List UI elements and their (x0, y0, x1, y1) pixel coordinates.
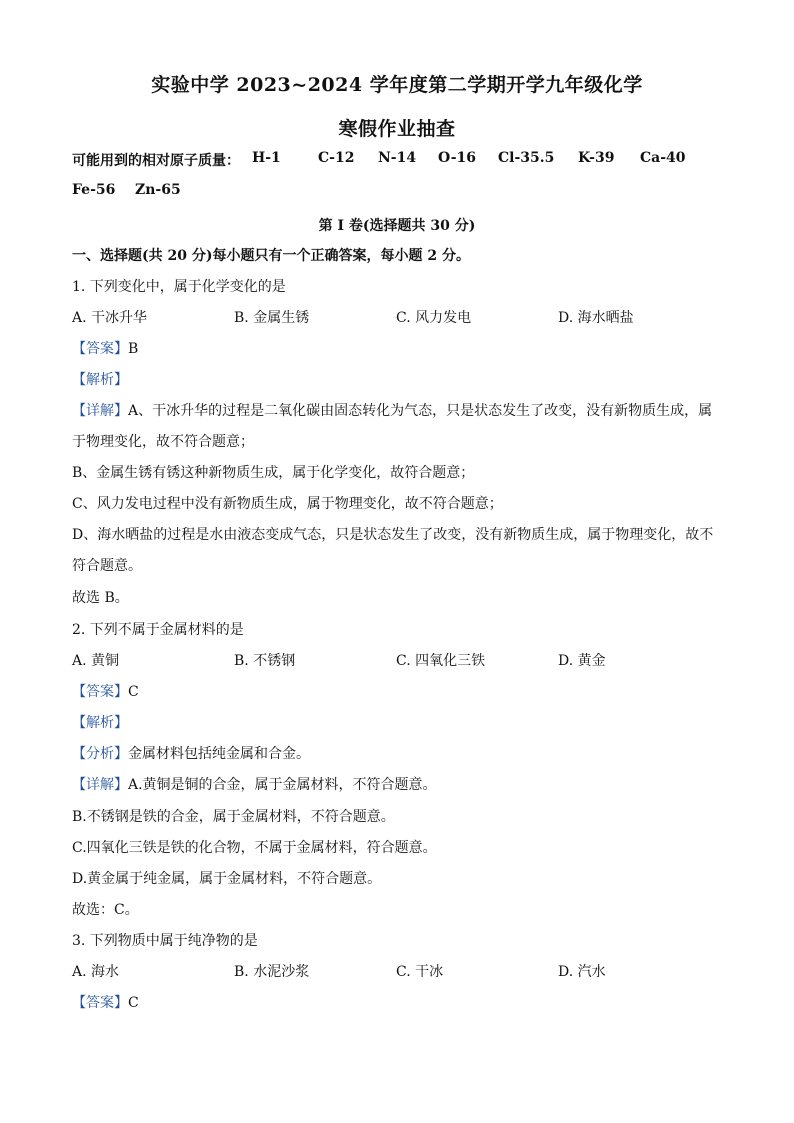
option-c: C. 风力发电 (396, 310, 472, 326)
option-a: A. 干冰升华 (72, 310, 148, 326)
page-subtitle: 寒假作业抽查 (338, 118, 456, 140)
option-b: B. 水泥沙浆 (234, 964, 310, 980)
option-d: D. 黄金 (558, 653, 606, 669)
atomic-mass-item: Cl-35.5 (498, 150, 555, 166)
answer-tag: 【答案】 (72, 684, 128, 700)
answer-value: C (128, 684, 139, 700)
conclusion: 故选：C。 (72, 902, 139, 918)
option-b: B. 不锈钢 (234, 653, 296, 669)
option-a: A. 黄铜 (72, 653, 120, 669)
option-d: D. 汽水 (558, 964, 606, 980)
atomic-mass-item: Fe-56 (72, 182, 116, 198)
analysis-text: 金属材料包括纯金属和合金。 (128, 746, 310, 762)
atomic-mass-label: 可能用到的相对原子质量： (72, 153, 240, 169)
option-b: B. 金属生锈 (234, 310, 310, 326)
analysis-tag: 【解析】 (72, 372, 128, 388)
detail-tag: 【详解】 (72, 777, 128, 793)
answer-line (72, 338, 138, 358)
atomic-mass-item: Zn-65 (135, 182, 181, 198)
detail-text: C、风力发电过程中没有新物质生成，属于物理变化，故不符合题意； (72, 496, 503, 512)
option-c: C. 四氧化三铁 (396, 653, 486, 669)
analysis-sub-line (72, 743, 310, 763)
option-d: D. 海水晒盐 (558, 310, 634, 326)
answer-value: C (128, 995, 139, 1011)
atomic-mass-item: H-1 (252, 150, 281, 166)
volume-title: 第 I 卷(选择题共 30 分) (318, 218, 476, 234)
detail-line (72, 400, 712, 420)
atomic-mass-item: Ca-40 (640, 150, 686, 166)
question-stem: 3. 下列物质中属于纯净物的是 (72, 933, 258, 949)
answer-tag: 【答案】 (72, 995, 128, 1011)
analysis-tag: 【解析】 (72, 715, 128, 731)
analysis-line (72, 712, 128, 732)
detail-text: 于物理变化，故不符合题意； (72, 434, 254, 450)
atomic-mass-item: C-12 (318, 150, 355, 166)
question-stem: 1. 下列变化中，属于化学变化的是 (72, 279, 286, 295)
answer-line (72, 992, 139, 1012)
question-stem: 2. 下列不属于金属材料的是 (72, 622, 244, 638)
analysis-line (72, 369, 128, 389)
analysis-sub-tag: 【分析】 (72, 746, 128, 762)
detail-text: 符合题意。 (72, 558, 142, 574)
atomic-mass-item: N-14 (378, 150, 417, 166)
option-c: C. 干冰 (396, 964, 444, 980)
detail-text: A.黄铜是铜的合金，属于金属材料，不符合题意。 (128, 777, 437, 793)
detail-text: B.不锈钢是铁的合金，属于金属材料，不符合题意。 (72, 809, 395, 825)
detail-tag: 【详解】 (72, 403, 128, 419)
answer-tag: 【答案】 (72, 341, 128, 357)
detail-text: D、海水晒盐的过程是水由液态变成气态，只是状态发生了改变，没有新物质生成，属于物理变化，故不 (72, 527, 714, 543)
detail-text: D.黄金属于纯金属，属于金属材料，不符合题意。 (72, 871, 382, 887)
detail-text: A、干冰升华的过程是二氧化碳由固态转化为气态，只是状态发生了改变，没有新物质生成，属 (128, 403, 713, 419)
part-title: 一、选择题(共 20 分)每小题只有一个正确答案，每小题 2 分。 (72, 248, 470, 264)
atomic-mass-item: O-16 (438, 150, 477, 166)
detail-line (72, 774, 437, 794)
page-title: 实验中学 2023~2024 学年度第二学期开学九年级化学 (151, 74, 643, 96)
atomic-mass-item: K-39 (578, 150, 615, 166)
detail-text: B、金属生锈有锈这种新物质生成，属于化学变化，故符合题意； (72, 465, 475, 481)
conclusion: 故选 B。 (72, 590, 129, 606)
answer-value: B (128, 341, 139, 357)
option-a: A. 海水 (72, 964, 120, 980)
detail-text: C.四氧化三铁是铁的化合物，不属于金属材料，符合题意。 (72, 840, 437, 856)
answer-line (72, 681, 139, 701)
